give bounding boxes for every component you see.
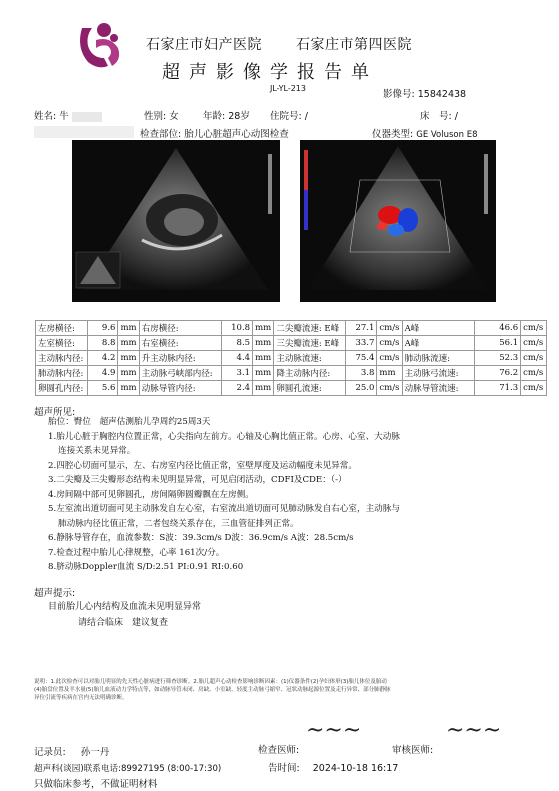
measurement-cell: cm/s [521, 321, 547, 336]
measurement-cell: 左房横径: [36, 321, 88, 336]
measurement-cell: 71.3 [474, 381, 520, 396]
measurement-cell: 降主动脉内径: [274, 366, 346, 381]
disclaimer-line: 异位引流等疾病在宫内无法明确诊断。 [34, 695, 128, 701]
measurement-row [36, 381, 547, 396]
measurement-cell: mm [253, 336, 274, 351]
report-time [268, 760, 398, 774]
measurement-cell: cm/s [377, 336, 402, 351]
patient-age-label: 年龄: [203, 111, 226, 122]
measurement-cell: mm [118, 336, 139, 351]
reviewer-signature: ~~~ [446, 718, 502, 743]
measurement-cell: 4.2 [87, 351, 118, 366]
measurement-cell: 右房横径: [139, 321, 221, 336]
measurements-table [35, 320, 547, 396]
disclaimer-line: 说明：1.此次检查可以对胎儿明显的先天性心脏病进行筛查诊断。2.胎儿超声心动检查影响诊断因素：(1)仪器条件(2)孕妇体形(3)胎儿体位及胎动 [34, 679, 387, 685]
measurement-cell: mm [253, 366, 274, 381]
measurement-cell: mm [253, 381, 274, 396]
measurement-cell: 8.8 [87, 336, 118, 351]
measurement-cell: 3.1 [222, 366, 253, 381]
measurement-cell: mm [118, 351, 139, 366]
measurement-cell: 卵圆孔流速: [274, 381, 346, 396]
device-type-label: 仪器类型: [372, 129, 414, 140]
findings-line: 2.四腔心切面可显示，左、右房室内径比值正常，室壁厚度及运动幅度未见异常。 [48, 460, 357, 471]
reviewing-doctor-label: 审核医师: [392, 745, 434, 756]
measurement-cell: 56.1 [474, 336, 520, 351]
hospital-logo [74, 18, 128, 72]
measurement-cell: 左室横径: [36, 336, 88, 351]
measurement-cell: cm/s [377, 351, 402, 366]
findings-line: 3.二尖瓣及三尖瓣形态结构未见明显异常，可见启闭活动，CDFI及CDE：（-） [48, 475, 347, 485]
measurement-cell: mm [118, 321, 139, 336]
bed-number-value: / [454, 111, 458, 122]
measurement-cell: A峰 [402, 336, 474, 351]
ultrasound-grayscale-graphic [72, 140, 280, 302]
measurement-cell: 二尖瓣流速: E峰 [274, 321, 346, 336]
name-redaction [72, 112, 102, 122]
measurement-cell: mm [253, 321, 274, 336]
measurement-cell: 52.3 [474, 351, 520, 366]
image-number-value: 15842438 [417, 89, 467, 100]
report-time-label: 告时间: [268, 763, 300, 774]
exam-part-value: 胎儿心脏超声心动图检查 [184, 129, 289, 140]
report-time-value: 2024-10-18 16:17 [312, 763, 399, 774]
measurement-cell: cm/s [521, 351, 547, 366]
inpatient-number-value: / [304, 111, 308, 122]
measurement-cell: mm [377, 366, 402, 381]
measurement-cell: cm/s [377, 381, 402, 396]
measurement-cell: 3.8 [346, 366, 377, 381]
recorder-value: 孙一丹 [80, 747, 110, 758]
measurement-cell: 肺动脉流速: [402, 351, 474, 366]
measurement-cell: mm [118, 366, 139, 381]
measurement-cell: 10.8 [222, 321, 253, 336]
inpatient-number-label: 住院号: [270, 111, 302, 122]
disclaimer-note [34, 678, 539, 702]
measurement-cell: 5.6 [87, 381, 118, 396]
recorder [34, 744, 109, 758]
measurement-cell: cm/s [377, 321, 402, 336]
patient-age-value: 28岁 [228, 111, 250, 122]
inpatient-number [270, 108, 308, 122]
patient-sex [144, 108, 179, 122]
measurement-cell: 动脉导管流速: [402, 381, 474, 396]
measurement-cell: 主动脉弓流速: [402, 366, 474, 381]
findings-line: 胎位：臀位 超声估测胎儿孕周约25周3天 [48, 417, 211, 427]
measurement-cell: 9.6 [87, 321, 118, 336]
measurement-cell: 8.5 [222, 336, 253, 351]
patient-name [34, 108, 102, 122]
image-number [383, 86, 466, 100]
measurement-cell: 33.7 [346, 336, 377, 351]
measurement-cell: 肺动脉内径: [36, 366, 88, 381]
findings-line: 肺动脉内径比值正常，二者包绕关系存在，三血管征排列正常。 [58, 518, 299, 529]
measurement-cell: 4.4 [222, 351, 253, 366]
device-type-value: GE Voluson E8 [416, 130, 478, 140]
impression-line: 目前胎儿心内结构及血流未见明显异常 [48, 602, 202, 612]
patient-sex-label: 性别: [144, 111, 167, 122]
measurement-cell: 升主动脉内径: [139, 351, 221, 366]
form-code: JL-YL-213 [270, 84, 306, 93]
findings-line: 6.静脉导管存在，血流参数：S波：39.3cm/s D波：36.9cm/s A波：28.5cm/s [48, 533, 354, 543]
measurement-cell: 卵圆孔内径: [36, 381, 88, 396]
doctor-signature: ~~~ [306, 718, 362, 743]
impression-heading: 超声提示: [34, 588, 76, 599]
measurement-cell: mm [118, 381, 139, 396]
ultrasound-image-grayscale [72, 140, 280, 302]
disclaimer-line: (4)胎盘位置及羊水量(5)胎儿血液动力学特点等，如动脉导管未闭、房缺、小室缺、轻度主动脉弓缩窄、冠状动脉起源位置及走行异常、部分肺静脉 [34, 687, 391, 693]
measurement-row [36, 321, 547, 336]
impression-text [48, 599, 201, 631]
findings-line: 5.左室流出道切面可见主动脉发自左心室，右室流出道切面可见肺动脉发自右心室，主动脉与 [48, 504, 400, 514]
measurement-cell: 46.6 [474, 321, 520, 336]
findings-text [48, 415, 543, 575]
redaction-bar [34, 126, 134, 138]
patient-name-label: 姓名: [34, 111, 57, 122]
measurement-row [36, 336, 547, 351]
reference-note: 只做临床参考，不做证明材料 [34, 779, 158, 790]
findings-line: 1.胎儿心脏于胸腔内位置正常，心尖指向左前方。心轴及心胸比值正常。心房、心室、大动脉 [48, 431, 400, 442]
ultrasound-doppler-graphic [300, 140, 496, 302]
bed-number-label: 床 号: [420, 111, 452, 122]
image-number-label: 影像号: [383, 89, 415, 100]
patient-name-value: 牛 [59, 111, 69, 122]
findings-line: 7.检查过程中胎儿心律规整，心率 161次/分。 [48, 547, 225, 558]
recorder-label: 记录员: [34, 747, 66, 758]
ultrasound-image-color-doppler [300, 140, 496, 302]
measurement-cell: cm/s [521, 366, 547, 381]
measurement-cell: 76.2 [474, 366, 520, 381]
findings-line: 4.房间隔中部可见卵圆孔，房间隔卵圆瓣飘在左房侧。 [48, 489, 254, 500]
exam-part-label: 检查部位: [140, 129, 182, 140]
measurement-cell: 主动脉内径: [36, 351, 88, 366]
measurement-row [36, 366, 547, 381]
hospital-name-2: 石家庄市第四医院 [296, 37, 412, 53]
measurement-cell: 4.9 [87, 366, 118, 381]
measurement-cell: 27.1 [346, 321, 377, 336]
measurement-cell: 主动脉弓峡部内径: [139, 366, 221, 381]
measurement-cell: 右室横径: [139, 336, 221, 351]
measurement-cell: 2.4 [222, 381, 253, 396]
patient-sex-value: 女 [169, 111, 179, 122]
measurement-cell: 主动脉流速: [274, 351, 346, 366]
measurement-cell: cm/s [521, 381, 547, 396]
measurement-row [36, 351, 547, 366]
bed-number [420, 108, 458, 122]
measurement-cell: cm/s [521, 336, 547, 351]
findings-line: 8.脐动脉Doppler血流 S/D:2.51 PI:0.91 RI:0.60 [48, 562, 244, 572]
hospital-name-1: 石家庄市妇产医院 [146, 37, 262, 53]
contact-phone: 超声科(谈园)联系电话:89927195 (8:00-17:30) [34, 764, 222, 774]
findings-line: 连接关系未见异常。 [58, 446, 136, 456]
report-title: 超声影像学报告单 [162, 62, 378, 83]
impression-line: 请结合临床 建议复查 [78, 618, 169, 628]
findings-heading: 超声所见: [34, 407, 76, 418]
measurement-cell: 25.0 [346, 381, 377, 396]
measurement-cell: mm [253, 351, 274, 366]
measurement-cell: 三尖瓣流速: E峰 [274, 336, 346, 351]
exam-part [140, 126, 289, 140]
examining-doctor-label: 检查医师: [258, 745, 300, 756]
measurement-cell: A峰 [402, 321, 474, 336]
measurement-cell: 动脉导管内径: [139, 381, 221, 396]
measurement-cell: 75.4 [346, 351, 377, 366]
device-type [372, 126, 478, 140]
patient-age [203, 108, 250, 122]
